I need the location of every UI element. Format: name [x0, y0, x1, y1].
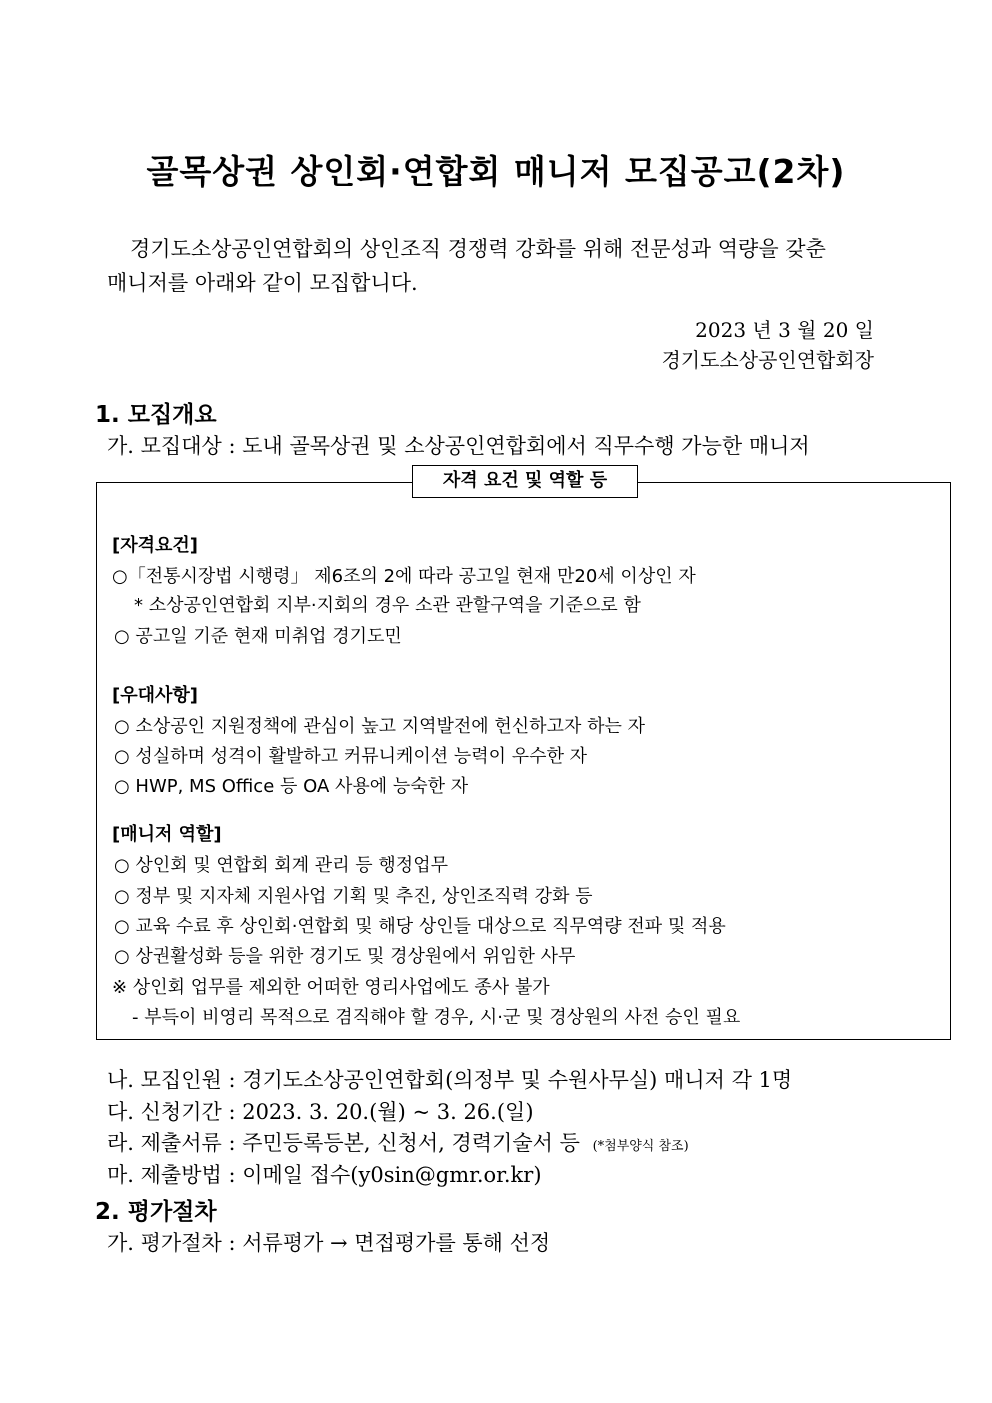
preferences-heading: [우대사항]: [112, 685, 199, 706]
recruit-count: 나. 모집인원 : 경기도소상공인연합회(의정부 및 수원사무실) 매니저 각 1명: [107, 1068, 793, 1092]
role-item: ○ 정부 및 지자체 지원사업 기획 및 추진, 상인조직력 강화 등: [114, 886, 593, 907]
page-title: 골목상권 상인회·연합회 매니저 모집공고(2차): [146, 152, 846, 191]
role-notice-detail: - 부득이 비영리 목적으로 겸직해야 할 경우, 시·군 및 경상원의 사전 승인 필요: [132, 1007, 741, 1028]
qualifications-heading: [자격요건]: [112, 535, 199, 556]
signer: 경기도소상공인연합회장: [661, 348, 874, 372]
role-notice: ※ 상인회 업무를 제외한 어떠한 영리사업에도 종사 불가: [112, 977, 550, 998]
intro-line-2: 매니저를 아래와 같이 모집합니다.: [107, 271, 418, 295]
submission-method: 마. 제출방법 : 이메일 접수(y0sin@gmr.or.kr): [107, 1163, 542, 1187]
preference-item: ○ 성실하며 성격이 활발하고 커뮤니케이션 능력이 우수한 자: [114, 746, 588, 767]
qualification-item: ○「전통시장법 시행령」 제6조의 2에 따라 공고일 현재 만20세 이상인 자: [112, 566, 696, 587]
attachment-note: (*첨부양식 참조): [592, 1139, 689, 1154]
preference-item: ○ 소상공인 지원정책에 관심이 높고 지역발전에 헌신하고자 하는 자: [114, 716, 645, 737]
evaluation-procedure: 가. 평가절차 : 서류평가 → 면접평가를 통해 선정: [107, 1231, 551, 1255]
qualification-note: * 소상공인연합회 지부·지회의 경우 소관 관할구역을 기준으로 함: [134, 595, 641, 616]
requirements-box-label: 자격 요건 및 역할 등: [412, 465, 638, 498]
section-2-heading: 2. 평가절차: [95, 1199, 217, 1225]
application-period: 다. 신청기간 : 2023. 3. 20.(월) ~ 3. 26.(일): [107, 1100, 534, 1124]
required-documents-text: 라. 제출서류 : 주민등록등본, 신청서, 경력기술서 등: [107, 1131, 580, 1155]
role-item: ○ 상인회 및 연합회 회계 관리 등 행정업무: [114, 855, 448, 876]
role-item: ○ 교육 수료 후 상인회·연합회 및 해당 상인들 대상으로 직무역량 전파 및 적용: [114, 916, 726, 937]
preference-item: ○ HWP, MS Office 등 OA 사용에 능숙한 자: [114, 776, 469, 797]
section-1-heading: 1. 모집개요: [95, 402, 217, 428]
recruit-target: 가. 모집대상 : 도내 골목상권 및 소상공인연합회에서 직무수행 가능한 매니저: [107, 434, 810, 458]
role-item: ○ 상권활성화 등을 위한 경기도 및 경상원에서 위임한 사무: [114, 946, 576, 967]
qualification-item: ○ 공고일 기준 현재 미취업 경기도민: [114, 626, 402, 647]
role-heading: [매니저 역할]: [112, 824, 222, 845]
announcement-date: 2023 년 3 월 20 일: [695, 318, 874, 342]
required-documents: [107, 1127, 689, 1157]
intro-line-1: 경기도소상공인연합회의 상인조직 경쟁력 강화를 위해 전문성과 역량을 갖춘: [130, 237, 826, 261]
